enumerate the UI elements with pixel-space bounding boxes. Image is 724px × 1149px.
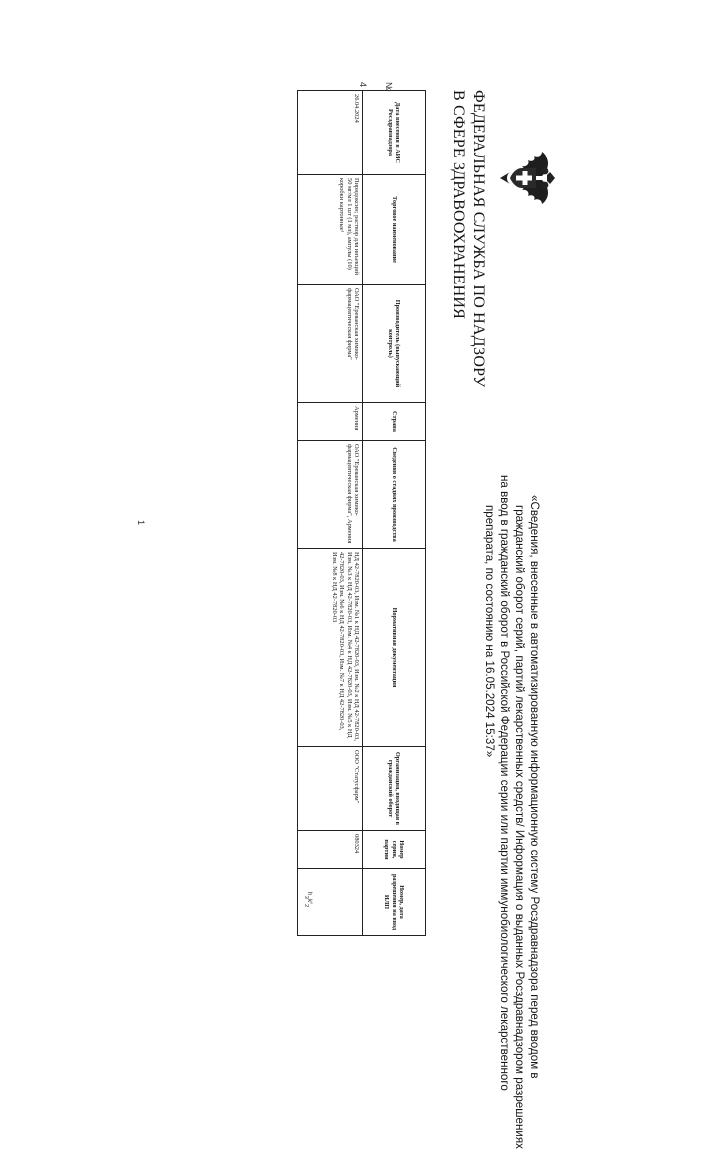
header-date-entered: Дата внесения в АИС Росздравнадзора <box>363 91 426 175</box>
cell-organization: ООО "Статусфарм" <box>298 747 363 831</box>
cell-permit-number <box>298 869 363 936</box>
heading-line-1: «Сведения, внесенные в автоматизированную информационную систему Росздравнадзора перед вводом в <box>528 495 541 1079</box>
header-production-stages: Сведения о стадиях производства <box>363 441 426 549</box>
cell-production-stages: ОАО "Ереванская химико-фармацевтическая фирма", Армения <box>298 441 363 549</box>
header-country: Страна <box>363 403 426 441</box>
cell-regulatory-docs: НД 42-7820-03, Изм. №1 к НД 42-7820-03, Изм. №2 к НД 42-7820-03, Изм. №3 к НД 42-7820-03, Изм. №4 к НД 42-7820-03, Изм. №5 к НД 42-7820-03, Изм. №6 к НД 42-7820-03, Изм. №7 к НД 42-7820-03, Изм. №8 к НД 42-7820-03 <box>298 549 363 747</box>
heading-line-3: на ввод в гражданский оборот в Российской Федерации серии или партии иммунобиологического лекарственного <box>498 475 511 1091</box>
agency-name-line-1: ФЕДЕРАЛЬНАЯ СЛУЖБА ПО НАДЗОРУ <box>470 90 487 388</box>
registry-table <box>297 90 426 936</box>
header-regulatory-docs: Нормативная документация <box>363 549 426 747</box>
stray-mark-center: 1 <box>136 520 146 526</box>
heading-line-2: гражданский оборот серий, партий лекарственных средств/ Информация о выданных Росздравнадзором разрешениях <box>513 505 526 1149</box>
header-trade-name: Торговое наименование <box>363 175 426 285</box>
table-row <box>298 91 363 936</box>
cell-date-entered: 26.04.2024 <box>298 91 363 175</box>
agency-name <box>448 90 488 388</box>
header-permit-number: Номер, дата разрешения на ввод ИЛП <box>363 869 426 936</box>
header-manufacturer: Производитель (выпускающий контроль) <box>363 285 426 403</box>
agency-name-line-2: В СФЕРЕ ЗДРАВООХРАНЕНИЯ <box>450 90 467 319</box>
corner-mark-1: № <box>384 82 394 92</box>
corner-mark-2: 4 <box>358 82 368 88</box>
cell-manufacturer: ОАО "Ереванская химико-фармацевтическая фирма" <box>298 285 363 403</box>
table-header-row <box>363 91 426 936</box>
header-batch-number: Номер серии, партии <box>363 831 426 869</box>
stray-mark-bottom: ʰ₃ᵏ'₂ <box>304 892 314 908</box>
cell-country: Армения <box>298 403 363 441</box>
heading-line-4: препарата, по состоянию на 16.05.2024 15:37» <box>483 505 496 758</box>
document-heading <box>482 475 542 1149</box>
header-organization: Организация, вводящая в гражданский оборот <box>363 747 426 831</box>
cell-batch-number: 080324 <box>298 831 363 869</box>
double-headed-eagle-emblem-icon <box>496 150 556 206</box>
cell-trade-name: Пиридоксин; раствор для инъекций 50 мг/мл 1 шт (1 мл), ампулы (10) коробки картонные¹ <box>298 175 363 285</box>
